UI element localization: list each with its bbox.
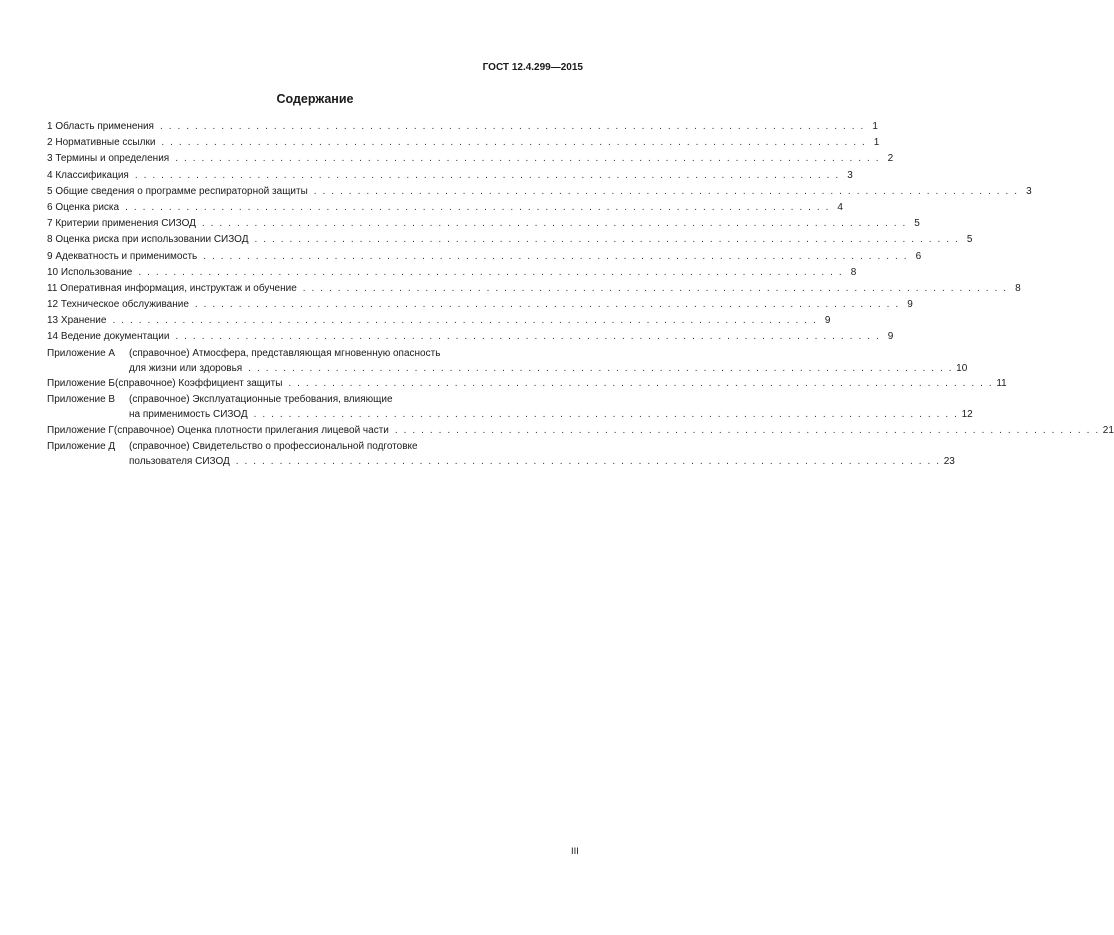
dot-leader: . . . . . . . . . . . . . . . . . . . . . . . . . . . . . . . . . . . . . . . . . . . . . . . . . . . . . . . . . . . . . . . . . . . . . . . . . . . . . . . . . xyxy=(235,456,941,467)
toc-entry[interactable] xyxy=(47,282,1021,299)
toc-appendix-entry[interactable] xyxy=(47,394,973,425)
toc-entry-page: 5 xyxy=(914,218,920,230)
toc-entry-number: 14 xyxy=(47,331,59,343)
toc-appendix-entry[interactable] xyxy=(47,378,1007,394)
appendix-label: Приложение Д xyxy=(47,441,116,452)
dot-leader: . . . . . . . . . . . . . . . . . . . . . . . . . . . . . . . . . . . . . . . . . . . . . . . . . . . . . . . . . . . . . . . . . . . . . . . . . . . . . . . . . xyxy=(248,362,954,374)
appendix-page: 21 xyxy=(1102,424,1114,436)
toc-entry-page: 9 xyxy=(887,331,894,343)
dot-leader: . . . . . . . . . . . . . . . . . . . . . . . . . . . . . . . . . . . . . . . . . . . . . . . . . . . . . . . . . . . . . . . . . . . . . . . . . . . . . . . . . xyxy=(201,218,907,230)
toc-entry-page: 9 xyxy=(824,315,831,327)
toc-title: Содержание xyxy=(276,92,354,106)
document-code: ГОСТ 12.4.299—2015 xyxy=(482,62,583,73)
toc-entry-number: 10 xyxy=(47,266,59,278)
appendix-title: (справочное) Атмосфера, представляющая мгновенную опасность xyxy=(129,347,441,359)
toc-entry[interactable] xyxy=(47,169,853,186)
toc-appendix-entry[interactable] xyxy=(47,424,1114,441)
appendix-title-continued: для жизни или здоровья xyxy=(129,362,243,374)
appendix-label: Приложение Б xyxy=(47,378,115,390)
dot-leader: . . . . . . . . . . . . . . . . . . . . . . . . . . . . . . . . . . . . . . . . . . . . . . . . . . . . . . . . . . . . . . . . . . . . . . . . . . . . . . . . . xyxy=(203,250,909,262)
dot-leader: . . . . . . . . . . . . . . . . . . . . . . . . . . . . . . . . . . . . . . . . . . . . . . . . . . . . . . . . . . . . . . . . . . . . . . . . . . . . . . . . . xyxy=(125,201,830,213)
toc-entry-page: 3 xyxy=(1026,185,1032,197)
appendix-title-continued: пользователя СИЗОД xyxy=(129,456,230,467)
toc-entry-page: 1 xyxy=(873,137,880,149)
appendix-title: (справочное) Эксплуатационные требования, влияющие xyxy=(129,394,393,406)
toc-entry-number: 3 xyxy=(47,153,53,165)
toc-entry[interactable] xyxy=(47,153,894,169)
toc-entry-page: 6 xyxy=(915,250,922,262)
toc-entry[interactable] xyxy=(47,266,857,283)
appendix-page: 12 xyxy=(961,409,973,421)
toc-entry-number: 4 xyxy=(47,169,53,181)
toc-entry[interactable] xyxy=(47,315,831,331)
toc-entry-title: Общие сведения о программе респираторной защиты xyxy=(55,185,308,197)
toc-entry-number: 13 xyxy=(47,315,59,327)
dot-leader: . . . . . . . . . . . . . . . . . . . . . . . . . . . . . . . . . . . . . . . . . . . . . . . . . . . . . . . . . . . . . . . . . . . . . . . . . . . . . . . . . xyxy=(288,378,994,390)
dot-leader: . . . . . . . . . . . . . . . . . . . . . . . . . . . . . . . . . . . . . . . . . . . . . . . . . . . . . . . . . . . . . . . . . . . . . . . . . . . . . . . . . xyxy=(159,121,865,132)
appendix-label: Приложение В xyxy=(47,394,116,406)
appendix-page: 10 xyxy=(956,362,968,374)
appendix-label: Приложение Г xyxy=(47,424,114,436)
dot-leader: . . . . . . . . . . . . . . . . . . . . . . . . . . . . . . . . . . . . . . . . . . . . . . . . . . . . . . . . . . . . . . . . . . . . . . . . . . . . . . . . . xyxy=(161,137,867,149)
page-number: III xyxy=(571,846,579,857)
toc-entry-title: Хранение xyxy=(60,315,107,327)
dot-leader: . . . . . . . . . . . . . . . . . . . . . . . . . . . . . . . . . . . . . . . . . . . . . . . . . . . . . . . . . . . . . . . . . . . . . . . . . . . . . . . . . xyxy=(112,315,818,327)
toc-entry-title: Адекватность и применимость xyxy=(55,250,198,262)
dot-leader: . . . . . . . . . . . . . . . . . . . . . . . . . . . . . . . . . . . . . . . . . . . . . . . . . . . . . . . . . . . . . . . . . . . . . . . . . . . . . . . . . xyxy=(394,424,1100,436)
table-of-contents xyxy=(47,121,1114,472)
toc-entry[interactable] xyxy=(47,218,920,234)
toc-entry-title: Термины и определения xyxy=(55,153,170,165)
dot-leader: . . . . . . . . . . . . . . . . . . . . . . . . . . . . . . . . . . . . . . . . . . . . . . . . . . . . . . . . . . . . . . . . . . . . . . . . . . . . . . . . . xyxy=(253,409,959,421)
toc-entry[interactable] xyxy=(47,201,843,218)
toc-entry-page: 1 xyxy=(872,121,878,132)
toc-entry-page: 5 xyxy=(966,234,973,246)
toc-entry-number: 11 xyxy=(47,282,58,294)
appendix-label: Приложение А xyxy=(47,347,116,359)
toc-entry-page: 8 xyxy=(850,266,857,278)
toc-entry-title: Техническое обслуживание xyxy=(60,299,189,311)
dot-leader: . . . . . . . . . . . . . . . . . . . . . . . . . . . . . . . . . . . . . . . . . . . . . . . . . . . . . . . . . . . . . . . . . . . . . . . . . . . . . . . . . xyxy=(134,169,840,181)
appendix-title: (справочное) Свидетельство о профессиональной подготовке xyxy=(129,441,418,452)
toc-entry-page: 4 xyxy=(837,201,843,213)
toc-entry-title: Нормативные ссылки xyxy=(55,137,156,149)
toc-entry-page: 8 xyxy=(1015,282,1021,294)
dot-leader: . . . . . . . . . . . . . . . . . . . . . . . . . . . . . . . . . . . . . . . . . . . . . . . . . . . . . . . . . . . . . . . . . . . . . . . . . . . . . . . . . xyxy=(175,153,881,165)
toc-entry-number: 8 xyxy=(47,234,53,246)
appendix-page: 23 xyxy=(943,456,955,467)
dot-leader: . . . . . . . . . . . . . . . . . . . . . . . . . . . . . . . . . . . . . . . . . . . . . . . . . . . . . . . . . . . . . . . . . . . . . . . . . . . . . . . . . xyxy=(138,266,844,278)
toc-entry-title: Оценка риска xyxy=(55,201,120,213)
dot-leader: . . . . . . . . . . . . . . . . . . . . . . . . . . . . . . . . . . . . . . . . . . . . . . . . . . . . . . . . . . . . . . . . . . . . . . . . . . . . . . . . . xyxy=(175,331,881,343)
toc-entry[interactable] xyxy=(47,234,973,250)
toc-entry-number: 2 xyxy=(47,137,53,149)
dot-leader: . . . . . . . . . . . . . . . . . . . . . . . . . . . . . . . . . . . . . . . . . . . . . . . . . . . . . . . . . . . . . . . . . . . . . . . . . . . . . . . . . xyxy=(302,282,1008,294)
toc-entry-page: 2 xyxy=(887,153,894,165)
toc-entry[interactable] xyxy=(47,250,922,267)
toc-entry-number: 6 xyxy=(47,201,53,213)
toc-entry-title: Ведение документации xyxy=(60,331,170,343)
toc-entry[interactable] xyxy=(47,331,894,347)
toc-entry-title: Использование xyxy=(60,266,133,278)
appendix-title: (справочное) Оценка плотности прилегания лицевой части xyxy=(113,424,389,436)
toc-entry-number: 7 xyxy=(47,218,53,230)
toc-entry-page: 3 xyxy=(847,169,853,181)
appendix-title-continued: на применимость СИЗОД xyxy=(129,409,248,421)
appendix-page: 11 xyxy=(996,378,1007,390)
toc-entry[interactable] xyxy=(47,137,880,153)
appendix-title: (справочное) Коэффициент защиты xyxy=(115,378,283,390)
toc-entry-number: 12 xyxy=(47,299,59,311)
toc-appendix-entry[interactable] xyxy=(47,347,968,379)
dot-leader: . . . . . . . . . . . . . . . . . . . . . . . . . . . . . . . . . . . . . . . . . . . . . . . . . . . . . . . . . . . . . . . . . . . . . . . . . . . . . . . . . xyxy=(254,234,960,246)
toc-entry-title: Критерии применения СИЗОД xyxy=(55,218,196,230)
toc-entry[interactable] xyxy=(47,185,1032,202)
toc-entry-number: 9 xyxy=(47,250,53,262)
toc-entry[interactable] xyxy=(47,121,878,137)
toc-entry-title: Оперативная информация, инструктаж и обучение xyxy=(60,282,297,294)
dot-leader: . . . . . . . . . . . . . . . . . . . . . . . . . . . . . . . . . . . . . . . . . . . . . . . . . . . . . . . . . . . . . . . . . . . . . . . . . . . . . . . . . xyxy=(194,299,900,311)
toc-entry[interactable] xyxy=(47,299,913,315)
toc-entry-title: Оценка риска при использовании СИЗОД xyxy=(55,234,249,246)
toc-entry-title: Классификация xyxy=(55,169,129,181)
dot-leader: . . . . . . . . . . . . . . . . . . . . . . . . . . . . . . . . . . . . . . . . . . . . . . . . . . . . . . . . . . . . . . . . . . . . . . . . . . . . . . . . . xyxy=(313,185,1019,197)
toc-appendix-entry[interactable] xyxy=(47,441,955,472)
toc-entry-page: 9 xyxy=(907,299,913,311)
toc-entry-number: 5 xyxy=(47,185,53,197)
toc-entry-number: 1 xyxy=(47,121,53,132)
toc-entry-title: Область применения xyxy=(55,121,154,132)
